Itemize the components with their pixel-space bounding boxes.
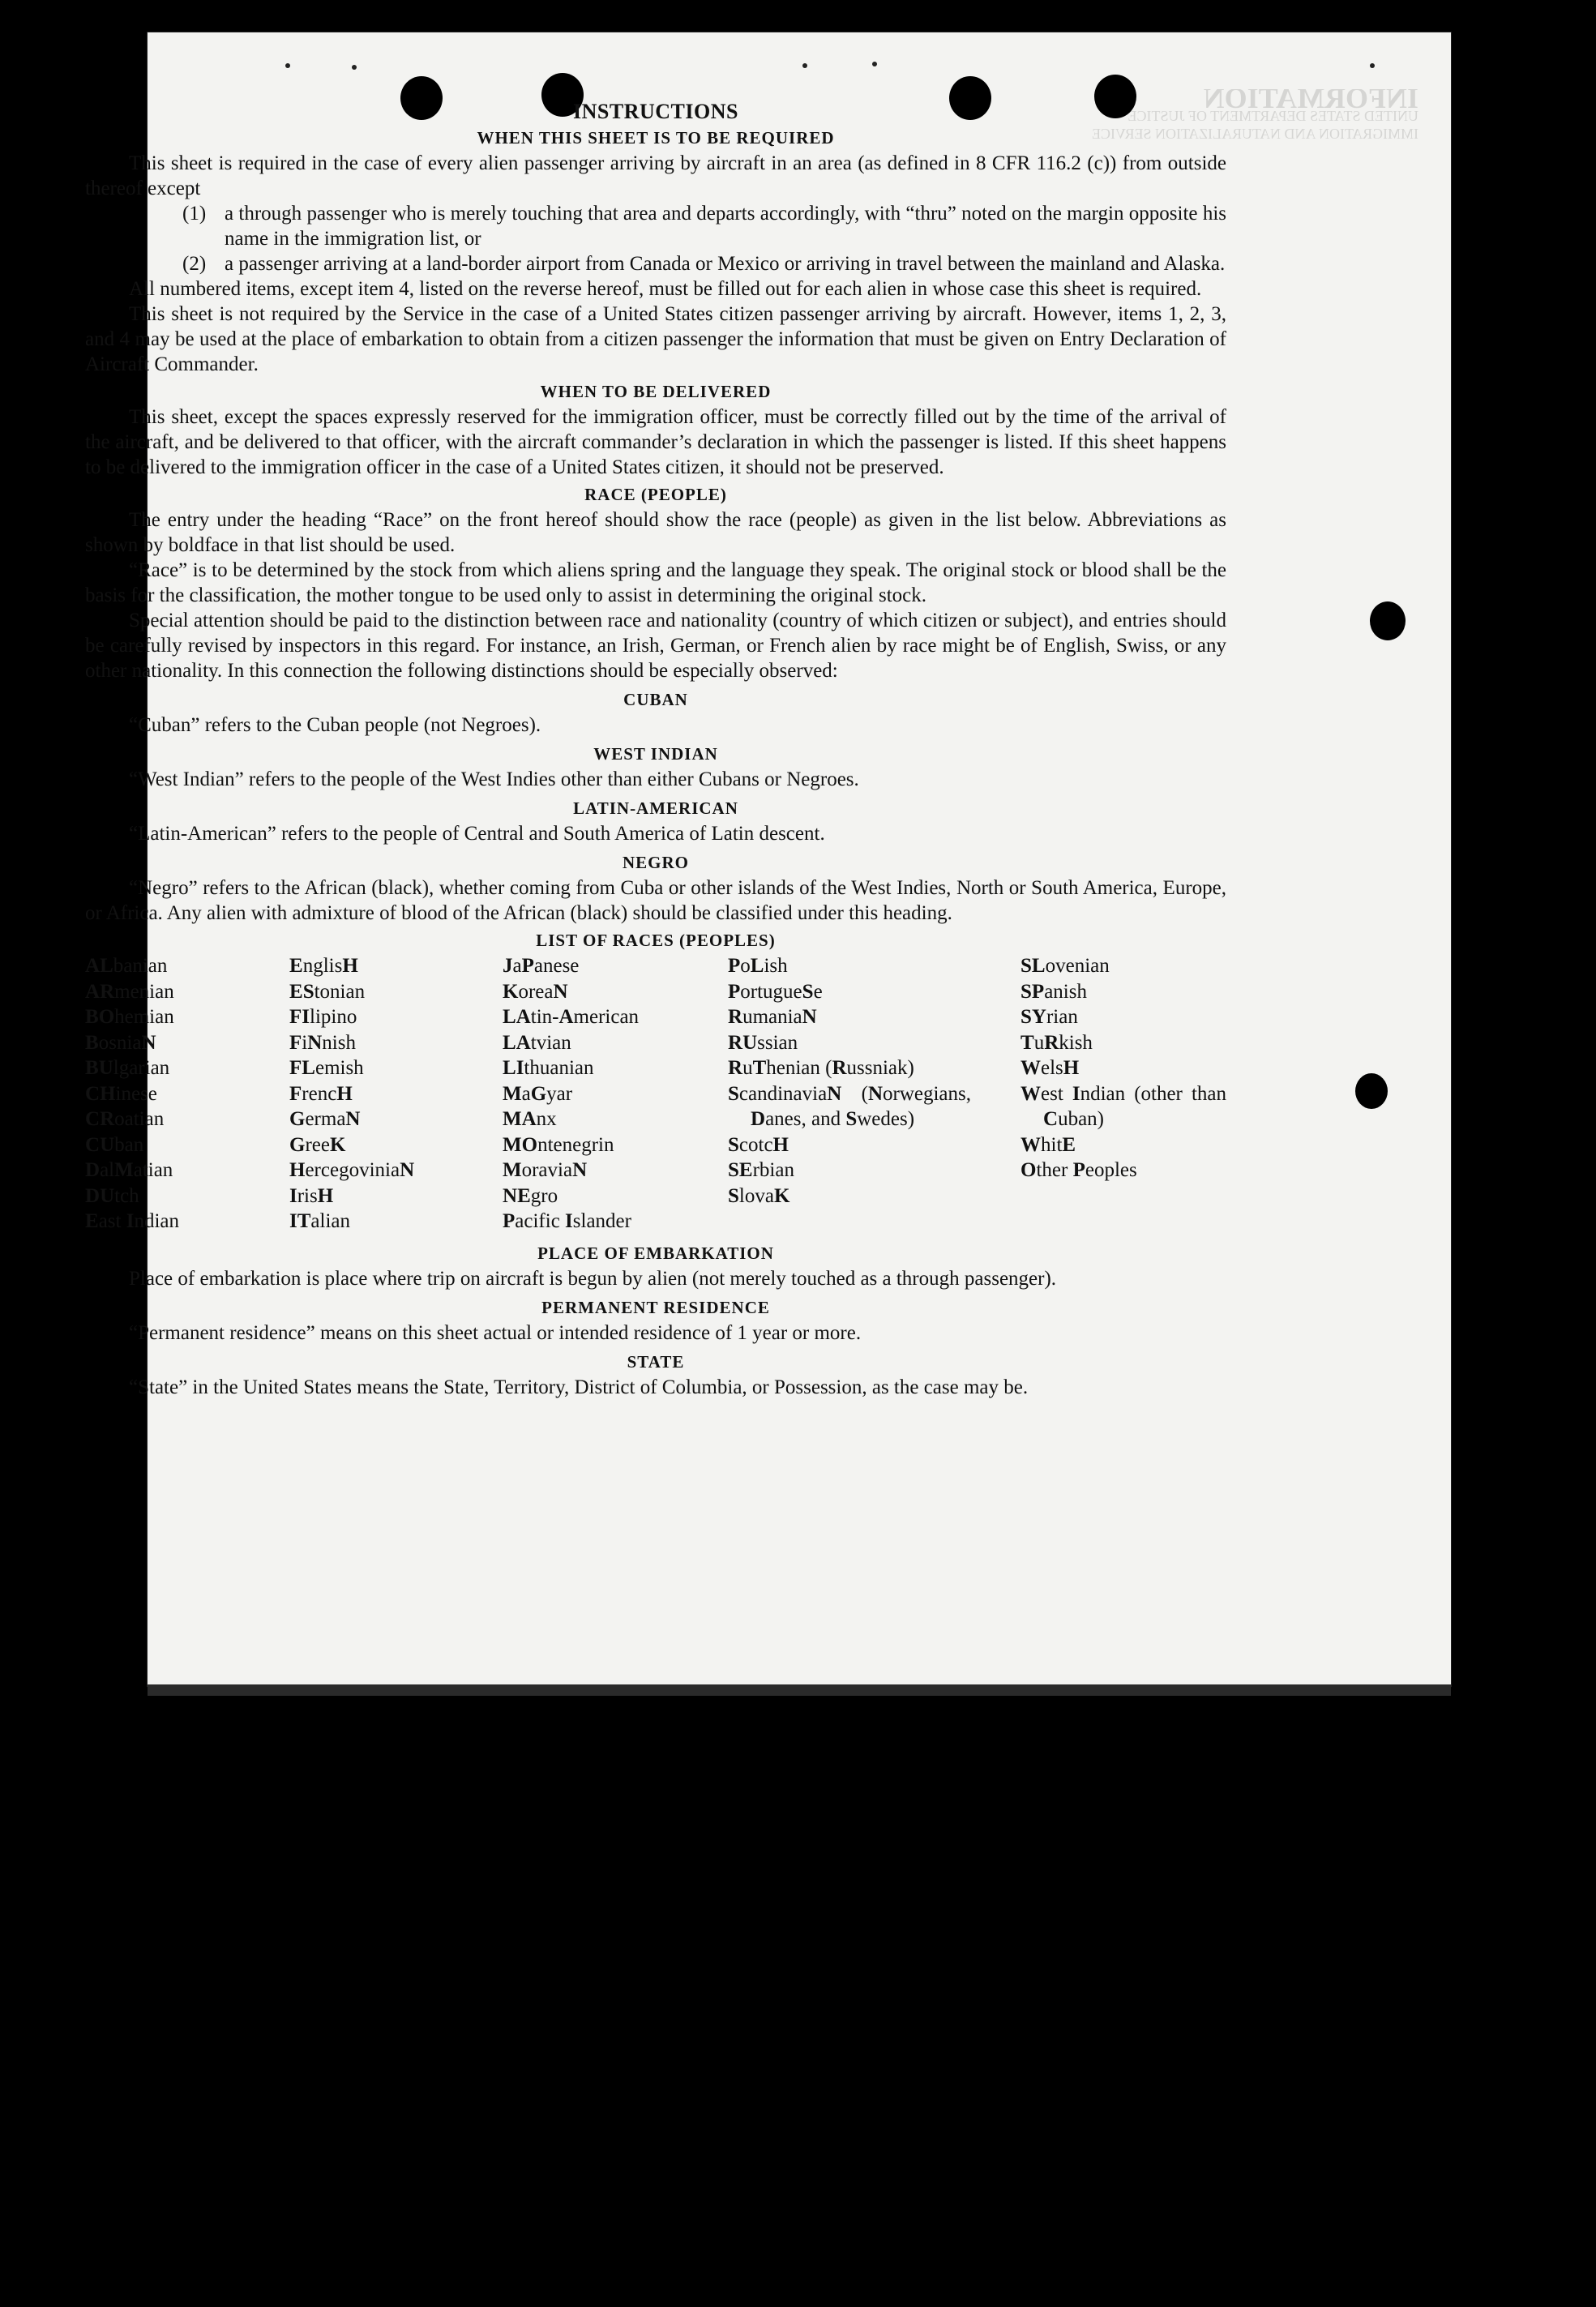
race-entry: RUssian (728, 1031, 798, 1054)
race-entry: CHinese (85, 1082, 157, 1105)
race-entry: DUtch (85, 1184, 139, 1207)
race-entry: DalMatian (85, 1159, 173, 1181)
race-entry: IrisH (289, 1184, 334, 1207)
race-entry: FrencH (289, 1082, 353, 1105)
race-entry: CUban (85, 1133, 144, 1156)
race-entry: Other Peoples (1020, 1159, 1137, 1181)
race-entry: LAtin-American (503, 1006, 640, 1028)
race-entry: RuThenian (Russniak) (728, 1057, 914, 1079)
section-heading: WHEN TO BE DELIVERED (540, 382, 772, 401)
section-when-required (85, 126, 1226, 377)
section-when-delivered (85, 380, 1226, 480)
definition-text: “State” in the United States means the State, Territory, District of Columbia, or Possession, as the case may be. (129, 1376, 1029, 1398)
race-entry: BUlgarian (85, 1057, 170, 1079)
paragraph: This sheet, except the spaces expressly reserved for the immigration officer, must be correctly filled out by the time of the arrival of the aircraft, and be delivered to that officer, with the aircraft commander’s declaration in which the passenger is listed. If this sheet happens to be delivered to the immigration officer in the case of a United States citizen, it should not be preserved. (85, 406, 1226, 478)
races-column (503, 953, 639, 1235)
race-entry: ScotcH (728, 1133, 789, 1156)
race-entry: Pacific Islander (503, 1210, 631, 1232)
punch-hole (1355, 1073, 1388, 1109)
race-entry: EnglisH (289, 955, 358, 977)
races-list (85, 953, 1226, 1237)
item-text: a through passenger who is merely touching that area and departs accordingly, with “thru” noted on the margin opposite his name in the immigration list, or (225, 203, 1226, 250)
definitions (85, 688, 1226, 926)
race-entry: FIlipino (289, 1006, 357, 1028)
item-number: (2) (182, 253, 207, 275)
section-heading: WHEN THIS SHEET IS TO BE REQUIRED (477, 128, 835, 148)
definition-heading: PLACE OF EMBARKATION (537, 1243, 774, 1263)
paragraph: “Race” is to be determined by the stock from which aliens spring and the language they speak. The original stock or blood shall be the basis for the classification, the mother tongue to be used only to assist in determining the original stock. (85, 559, 1226, 606)
paragraph: This sheet is required in the case of every alien passenger arriving by aircraft in an area (as defined in 8 CFR 116.2 (c)) from outside thereof except (85, 152, 1226, 199)
race-entry: JaPanese (503, 955, 580, 977)
definition-heading: WEST INDIAN (593, 744, 718, 764)
document-title: INSTRUCTIONS (573, 100, 738, 123)
definition-text: “Cuban” refers to the Cuban people (not Negroes). (129, 714, 541, 736)
race-entry: West Indian (other than Cuban) (1020, 1082, 1226, 1130)
race-entry: SlovaK (728, 1184, 790, 1207)
race-entry: SYrian (1020, 1006, 1078, 1028)
race-entry: PoLish (728, 955, 788, 977)
race-entry: EStonian (289, 980, 366, 1003)
speck (1370, 63, 1375, 68)
punch-hole (1370, 601, 1406, 640)
definition-heading: PERMANENT RESIDENCE (541, 1298, 770, 1317)
definition-text: “Latin-American” refers to the people of Central and South America of Latin descent. (129, 823, 825, 845)
exception-item (182, 251, 1226, 276)
definition-heading: NEGRO (622, 853, 689, 872)
race-entry: MoraviaN (503, 1159, 588, 1181)
race-entry: LAtvian (503, 1031, 571, 1054)
race-entry: NEgro (503, 1184, 558, 1207)
race-entry: BosniaN (85, 1031, 156, 1054)
instructions-content (85, 66, 1226, 1400)
item-text: a passenger arriving at a land-border airport from Canada or Mexico or arriving in travel between the mainland and Alaska. (225, 253, 1226, 275)
races-column (728, 953, 971, 1209)
paragraph: The entry under the heading “Race” on the front hereof should show the race (people) as given in the list below. Abbreviations as shown by boldface in that list should be used. (85, 509, 1226, 556)
race-entry: HercegoviniaN (289, 1159, 415, 1181)
definition-heading: LATIN-AMERICAN (573, 798, 738, 818)
race-entry: GermaN (289, 1108, 361, 1130)
race-entry: MAnx (503, 1108, 557, 1130)
race-entry: RumaniaN (728, 1006, 817, 1028)
races-column (85, 953, 179, 1235)
section-heading: RACE (PEOPLE) (584, 485, 727, 504)
race-entry: SLovenian (1020, 955, 1110, 977)
paragraph: Special attention should be paid to the distinction between race and nationality (country of which citizen or subject), and entries should be carefully revised by inspectors in this regard. For instance, an Irish, German, or French alien by race might be of English, Swiss, or any other nationality. In this connection the following distinctions should be especially observed: (85, 610, 1226, 682)
definition-text: “Negro” refers to the African (black), whether coming from Cuba or other islands of the West Indies, North or South America, Europe, or Africa. Any alien with admixture of blood of the African (black) should be classified under this heading. (85, 877, 1226, 924)
paragraph: This sheet is not required by the Service in the case of a United States citizen passenger arriving by aircraft. However, items 1, 2, 3, and 4 may be used at the place of embarkation to obtain from a citizen passenger the information that must be given on Entry Declaration of Aircraft Commander. (85, 303, 1226, 375)
race-entry: FiNnish (289, 1031, 356, 1054)
races-column (1020, 953, 1226, 1183)
paragraph: All numbered items, except item 4, listed on the reverse hereof, must be filled out for each alien in whose case this sheet is required. (129, 278, 1202, 300)
race-entry: CRoatian (85, 1108, 165, 1130)
race-entry: SErbian (728, 1159, 794, 1181)
reverse-side-bleed-through: INFORMATION UNITED STATES DEPARTMENT OF JUSTICE IMMIGRATION AND NATURALIZATION SERVICE (1091, 89, 1418, 142)
race-entry: WelsH (1020, 1057, 1080, 1079)
sheet-edge-shadow (148, 1684, 1451, 1696)
race-entry: LIthuanian (503, 1057, 594, 1079)
race-entry: ITalian (289, 1210, 351, 1232)
race-entry: BOhemian (85, 1006, 174, 1028)
definition-heading: CUBAN (623, 690, 688, 709)
section-race (85, 483, 1226, 683)
race-entry: East Indian (85, 1210, 179, 1232)
races-heading: LIST OF RACES (PEOPLES) (536, 931, 776, 950)
races-column (289, 953, 414, 1235)
exception-item (182, 201, 1226, 251)
race-entry: MOntenegrin (503, 1133, 614, 1156)
race-entry: PortugueSe (728, 980, 823, 1003)
race-entry: WhitE (1020, 1133, 1076, 1156)
definition-heading: STATE (627, 1352, 685, 1372)
race-entry: FLemish (289, 1057, 364, 1079)
definition-text: “West Indian” refers to the people of the West Indies other than either Cubans or Negroes. (129, 768, 859, 790)
race-entry: GreeK (289, 1133, 346, 1156)
race-entry: KoreaN (503, 980, 568, 1003)
race-entry: ARmenian (85, 980, 174, 1003)
closing-definitions (85, 1242, 1226, 1400)
race-entry: MaGyar (503, 1082, 573, 1105)
item-number: (1) (182, 203, 207, 225)
race-entry: ALbanian (85, 955, 168, 977)
race-entry: SPanish (1020, 980, 1087, 1003)
definition-text: Place of embarkation is place where trip on aircraft is begun by alien (not merely touched as a through passenger). (129, 1268, 1057, 1290)
race-entry: ScandinaviaN (Norwegians, Danes, and Swedes) (728, 1082, 971, 1130)
race-entry: TuRkish (1020, 1031, 1093, 1054)
definition-text: “Permanent residence” means on this sheet actual or intended residence of 1 year or more. (129, 1322, 862, 1344)
